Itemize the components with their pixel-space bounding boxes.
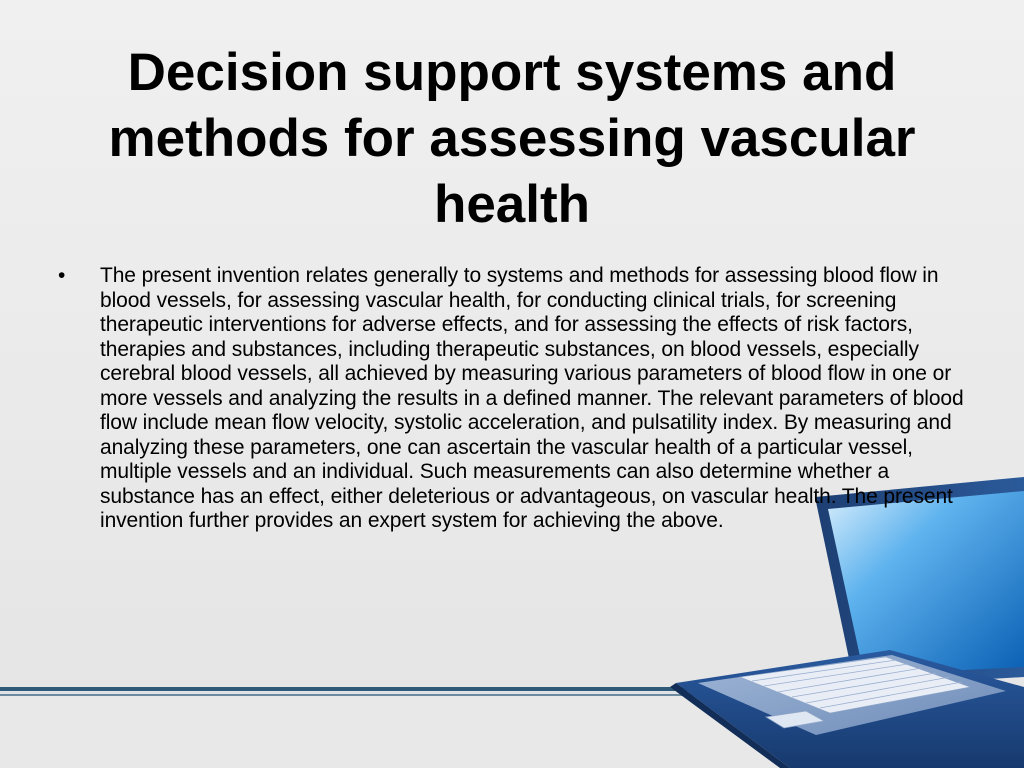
bullet-list (58, 264, 968, 534)
bullet-text: The present invention relates generally to systems and methods for assessing blood flow in blood vessels, for assessing vascular health, for conducting clinical trials, for screening therapeutic interventions for adverse effects, and for assessing the effects of risk factors, therapies and substances, including therapeutic substances, on blood vessels, especially cerebral blood vessels, all achieved by measuring various parameters of blood flow in one or more vessels and analyzing the results in a defined manner. The relevant parameters of blood flow include mean flow velocity, systolic acceleration, and pulsatility index. By measuring and analyzing these parameters, one can ascertain the vascular health of a particular vessel, multiple vessels and an individual. Such measurements can also determine whether a substance has an effect, either deleterious or advantageous, on vascular health. The present invention further provides an expert system for achieving the above. (100, 264, 964, 532)
slide-title: Decision support systems and methods for assessing vascular health (108, 43, 916, 234)
bullet-marker: • (58, 264, 66, 287)
bullet-item (58, 264, 968, 534)
